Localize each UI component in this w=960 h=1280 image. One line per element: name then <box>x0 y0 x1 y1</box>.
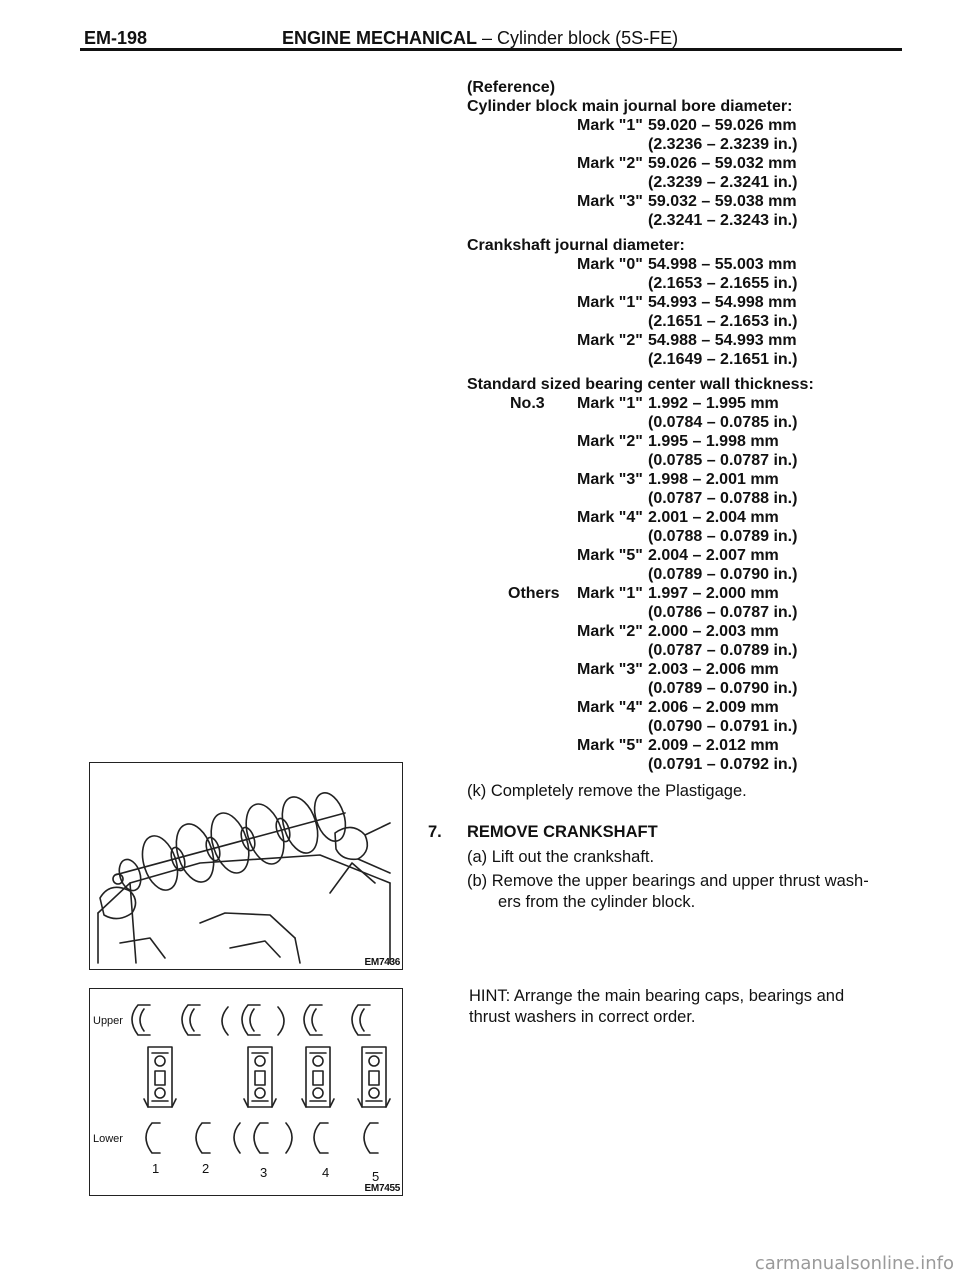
crankshaft-removal-figure <box>89 762 403 970</box>
bearing-mm: 2.009 – 2.012 mm <box>648 737 779 754</box>
header-rule <box>80 48 902 51</box>
journal-inch: (2.1653 – 2.1655 in.) <box>648 275 798 292</box>
bearing-inch: (0.0791 – 0.0792 in.) <box>648 756 798 773</box>
lower-label: Lower <box>93 1133 123 1145</box>
position-number: 1 <box>152 1161 160 1176</box>
bearing-mm: 1.997 – 2.000 mm <box>648 585 779 602</box>
journal-mm: 54.993 – 54.998 mm <box>648 294 797 311</box>
bearing-mark: Mark "3" <box>577 471 643 488</box>
hint-line1: HINT: Arrange the main bearing caps, bearings and <box>469 987 845 1005</box>
bore-mark: Mark "2" <box>577 155 643 172</box>
bearing-arrangement-figure <box>89 988 403 1196</box>
page-title <box>282 28 678 49</box>
step-k: (k) Completely remove the Plastigage. <box>467 782 747 800</box>
bearing-mark: Mark "4" <box>577 699 643 716</box>
bearing-mm: 2.000 – 2.003 mm <box>648 623 779 640</box>
bore-inch: (2.3239 – 2.3241 in.) <box>648 174 798 191</box>
page-number: EM-198 <box>84 28 148 48</box>
bearing-mark: Mark "3" <box>577 661 643 678</box>
bore-inch: (2.3241 – 2.3243 in.) <box>648 212 798 229</box>
bearing-inch: (0.0787 – 0.0788 in.) <box>648 490 798 507</box>
bearing-inch: (0.0790 – 0.0791 in.) <box>648 718 798 735</box>
bearing-mm: 1.995 – 1.998 mm <box>648 433 779 450</box>
bearing-illustration <box>90 989 402 1195</box>
bearing-mm: 2.003 – 2.006 mm <box>648 661 779 678</box>
bore-inch: (2.3236 – 2.3239 in.) <box>648 136 798 153</box>
journal-mark: Mark "0" <box>577 256 643 273</box>
bearing-inch: (0.0789 – 0.0790 in.) <box>648 566 798 583</box>
bore-mm: 59.026 – 59.032 mm <box>648 155 797 172</box>
figure-code: EM7455 <box>364 1183 400 1194</box>
crankshaft-illustration <box>90 763 402 969</box>
bearing-mm: 2.004 – 2.007 mm <box>648 547 779 564</box>
bearing-mark: Mark "4" <box>577 509 643 526</box>
step-7-title: REMOVE CRANKSHAFT <box>467 823 658 841</box>
bearing-heading: Standard sized bearing center wall thickness: <box>467 376 814 393</box>
subsection-title: – Cylinder block (5S-FE) <box>477 28 679 48</box>
figure-code: EM7436 <box>364 957 400 968</box>
section-title: ENGINE MECHANICAL <box>282 28 478 48</box>
bearing-mark: Mark "1" <box>577 585 643 602</box>
bearing-mm: 2.006 – 2.009 mm <box>648 699 779 716</box>
bearing-inch: (0.0784 – 0.0785 in.) <box>648 414 798 431</box>
watermark: carmanualsonline.info <box>754 1253 954 1274</box>
bearing-inch: (0.0786 – 0.0787 in.) <box>648 604 798 621</box>
journal-mm: 54.988 – 54.993 mm <box>648 332 797 349</box>
reference-label: (Reference) <box>467 79 556 96</box>
upper-label: Upper <box>93 1015 123 1027</box>
others-label: Others <box>508 585 560 602</box>
journal-mark: Mark "2" <box>577 332 643 349</box>
journal-heading: Crankshaft journal diameter: <box>467 237 685 254</box>
bearing-mm: 2.001 – 2.004 mm <box>648 509 779 526</box>
bearing-mark: Mark "2" <box>577 623 643 640</box>
step-a: (a) Lift out the crankshaft. <box>467 848 655 866</box>
bearing-mark: Mark "2" <box>577 433 643 450</box>
journal-inch: (2.1651 – 2.1653 in.) <box>648 313 798 330</box>
no3-label: No.3 <box>510 395 545 412</box>
bearing-inch: (0.0787 – 0.0789 in.) <box>648 642 798 659</box>
step-b-line2: ers from the cylinder block. <box>498 893 696 911</box>
step-b-line1: (b) Remove the upper bearings and upper thrust wash- <box>467 872 869 890</box>
position-number: 3 <box>260 1165 268 1180</box>
bore-mm: 59.032 – 59.038 mm <box>648 193 797 210</box>
bearing-inch: (0.0785 – 0.0787 in.) <box>648 452 798 469</box>
journal-mm: 54.998 – 55.003 mm <box>648 256 797 273</box>
position-number: 4 <box>322 1165 330 1180</box>
bore-mark: Mark "3" <box>577 193 643 210</box>
bearing-mark: Mark "5" <box>577 737 643 754</box>
position-number: 5 <box>372 1169 380 1184</box>
bore-mark: Mark "1" <box>577 117 643 134</box>
bearing-mark: Mark "5" <box>577 547 643 564</box>
step-7-number: 7. <box>428 823 442 841</box>
bearing-mm: 1.998 – 2.001 mm <box>648 471 779 488</box>
bearing-mm: 1.992 – 1.995 mm <box>648 395 779 412</box>
position-number: 2 <box>202 1161 210 1176</box>
bore-mm: 59.020 – 59.026 mm <box>648 117 797 134</box>
hint-line2: thrust washers in correct order. <box>469 1008 696 1026</box>
journal-inch: (2.1649 – 2.1651 in.) <box>648 351 798 368</box>
bearing-inch: (0.0789 – 0.0790 in.) <box>648 680 798 697</box>
journal-mark: Mark "1" <box>577 294 643 311</box>
bearing-mark: Mark "1" <box>577 395 643 412</box>
bore-heading: Cylinder block main journal bore diameter: <box>467 98 793 115</box>
bearing-inch: (0.0788 – 0.0789 in.) <box>648 528 798 545</box>
